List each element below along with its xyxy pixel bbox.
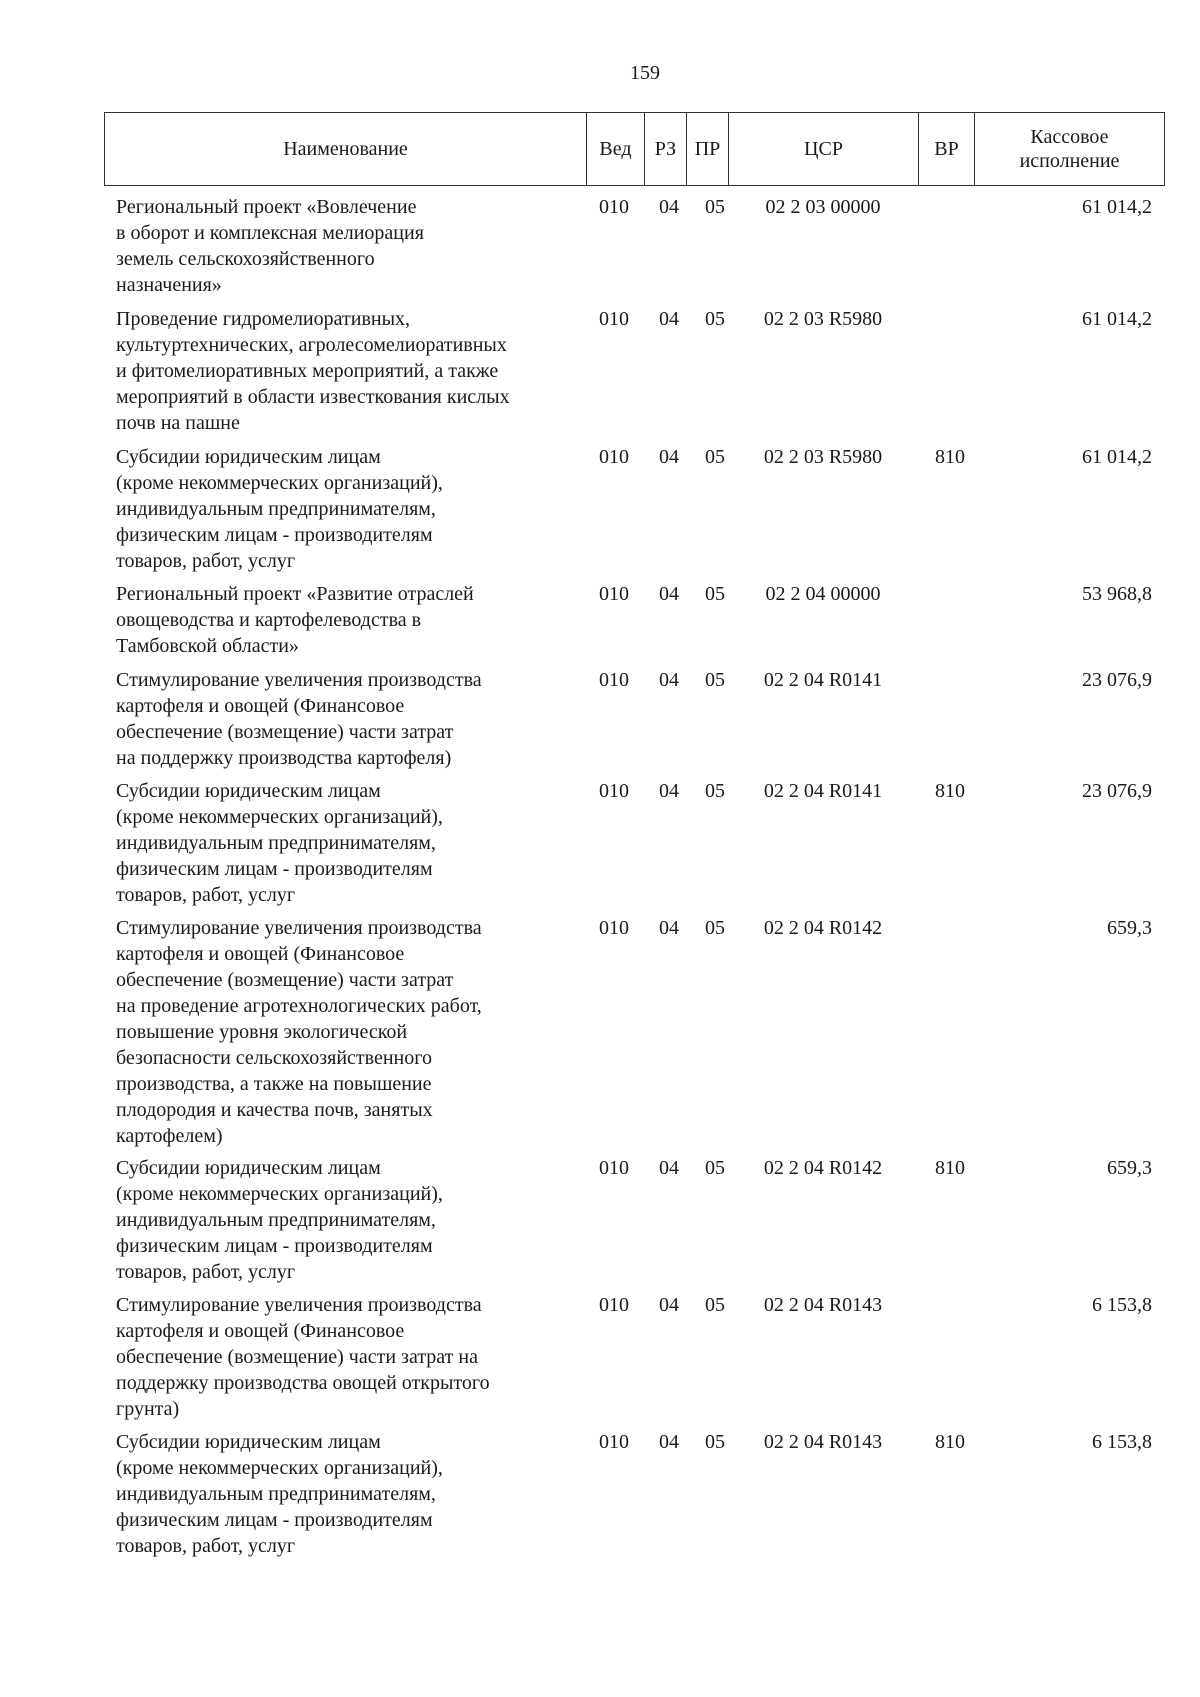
- row-sum: 6 153,8: [1092, 1294, 1152, 1316]
- row-pr: 05: [705, 780, 725, 802]
- row-rz: 04: [659, 780, 679, 802]
- row-csr: 02 2 04 00000: [765, 583, 881, 605]
- row-csr: 02 2 04 R0143: [763, 1294, 883, 1316]
- row-vr: 810: [935, 780, 965, 802]
- row-rz: 04: [659, 669, 679, 691]
- row-ved: 010: [599, 669, 629, 691]
- row-csr: 02 2 03 00000: [765, 196, 881, 218]
- row-pr: 05: [705, 446, 725, 468]
- row-csr: 02 2 04 R0141: [763, 669, 883, 691]
- table-header: [104, 112, 1165, 186]
- row-csr: 02 2 04 R0141: [763, 780, 883, 802]
- row-sum: 61 014,2: [1082, 308, 1152, 330]
- row-sum: 23 076,9: [1082, 780, 1152, 802]
- row-name: Субсидии юридическим лицам (кроме некоммерческих организаций), индивидуальным предпринимателям, физическим лицам - производителям товаров, работ, услуг: [116, 1157, 443, 1283]
- row-ved: 010: [599, 446, 629, 468]
- page-number: 159: [630, 62, 660, 84]
- row-ved: 010: [599, 196, 629, 218]
- row-csr: 02 2 04 R0142: [763, 1157, 883, 1179]
- row-csr: 02 2 03 R5980: [763, 446, 883, 468]
- row-sum: 23 076,9: [1082, 669, 1152, 691]
- header-name: Наименование: [105, 113, 587, 186]
- row-pr: 05: [705, 1157, 725, 1179]
- row-sum: 61 014,2: [1082, 196, 1152, 218]
- row-pr: 05: [705, 669, 725, 691]
- header-pr: ПР: [687, 113, 729, 186]
- row-pr: 05: [705, 583, 725, 605]
- row-ved: 010: [599, 780, 629, 802]
- row-ved: 010: [599, 1294, 629, 1316]
- row-rz: 04: [659, 917, 679, 939]
- row-sum: 659,3: [1107, 917, 1152, 939]
- row-pr: 05: [705, 1431, 725, 1453]
- row-vr: 810: [935, 1157, 965, 1179]
- row-sum: 6 153,8: [1092, 1431, 1152, 1453]
- header-sum: Кассовое исполнение: [975, 113, 1165, 186]
- row-name: Стимулирование увеличения производства картофеля и овощей (Финансовое обеспечение (возмещение) части затрат на поддержку производства овощей открытого грунта): [116, 1294, 490, 1420]
- row-csr: 02 2 04 R0142: [763, 917, 883, 939]
- row-rz: 04: [659, 583, 679, 605]
- row-name: Стимулирование увеличения производства картофеля и овощей (Финансовое обеспечение (возмещение) части затрат на поддержку производства картофеля): [116, 669, 482, 769]
- row-rz: 04: [659, 1157, 679, 1179]
- row-name: Субсидии юридическим лицам (кроме некоммерческих организаций), индивидуальным предпринимателям, физическим лицам - производителям товаров, работ, услуг: [116, 1431, 443, 1557]
- row-ved: 010: [599, 917, 629, 939]
- row-pr: 05: [705, 196, 725, 218]
- row-rz: 04: [659, 1431, 679, 1453]
- row-sum: 659,3: [1107, 1157, 1152, 1179]
- row-sum: 61 014,2: [1082, 446, 1152, 468]
- header-csr: ЦСР: [729, 113, 919, 186]
- row-name: Региональный проект «Развитие отраслей овощеводства и картофелеводства в Тамбовской области»: [116, 583, 474, 657]
- row-rz: 04: [659, 308, 679, 330]
- row-pr: 05: [705, 308, 725, 330]
- row-name: Проведение гидромелиоративных, культуртехнических, агролесомелиоративных и фитомелиоративных мероприятий, а также мероприятий в области известкования кислых почв на пашне: [116, 308, 510, 434]
- row-csr: 02 2 03 R5980: [763, 308, 883, 330]
- row-ved: 010: [599, 1157, 629, 1179]
- row-sum: 53 968,8: [1082, 583, 1152, 605]
- row-ved: 010: [599, 308, 629, 330]
- row-vr: 810: [935, 446, 965, 468]
- row-pr: 05: [705, 917, 725, 939]
- row-rz: 04: [659, 196, 679, 218]
- row-name: Субсидии юридическим лицам (кроме некоммерческих организаций), индивидуальным предпринимателям, физическим лицам - производителям товаров, работ, услуг: [116, 780, 443, 906]
- row-vr: 810: [935, 1431, 965, 1453]
- row-ved: 010: [599, 1431, 629, 1453]
- row-name: Субсидии юридическим лицам (кроме некоммерческих организаций), индивидуальным предпринимателям, физическим лицам - производителям товаров, работ, услуг: [116, 446, 443, 572]
- row-rz: 04: [659, 446, 679, 468]
- header-rz: РЗ: [645, 113, 687, 186]
- row-name: Региональный проект «Вовлечение в оборот и комплексная мелиорация земель сельскохозяйственного назначения»: [116, 196, 424, 296]
- row-pr: 05: [705, 1294, 725, 1316]
- row-ved: 010: [599, 583, 629, 605]
- header-ved: Вед: [587, 113, 645, 186]
- row-name: Стимулирование увеличения производства картофеля и овощей (Финансовое обеспечение (возмещение) части затрат на проведение агротехнологических работ, повышение уровня экологической безопасности сельскохозяйственного производства, а также на повышение плодородия и качества почв, занятых картофелем): [116, 917, 482, 1147]
- row-rz: 04: [659, 1294, 679, 1316]
- header-vr: ВР: [919, 113, 975, 186]
- row-csr: 02 2 04 R0143: [763, 1431, 883, 1453]
